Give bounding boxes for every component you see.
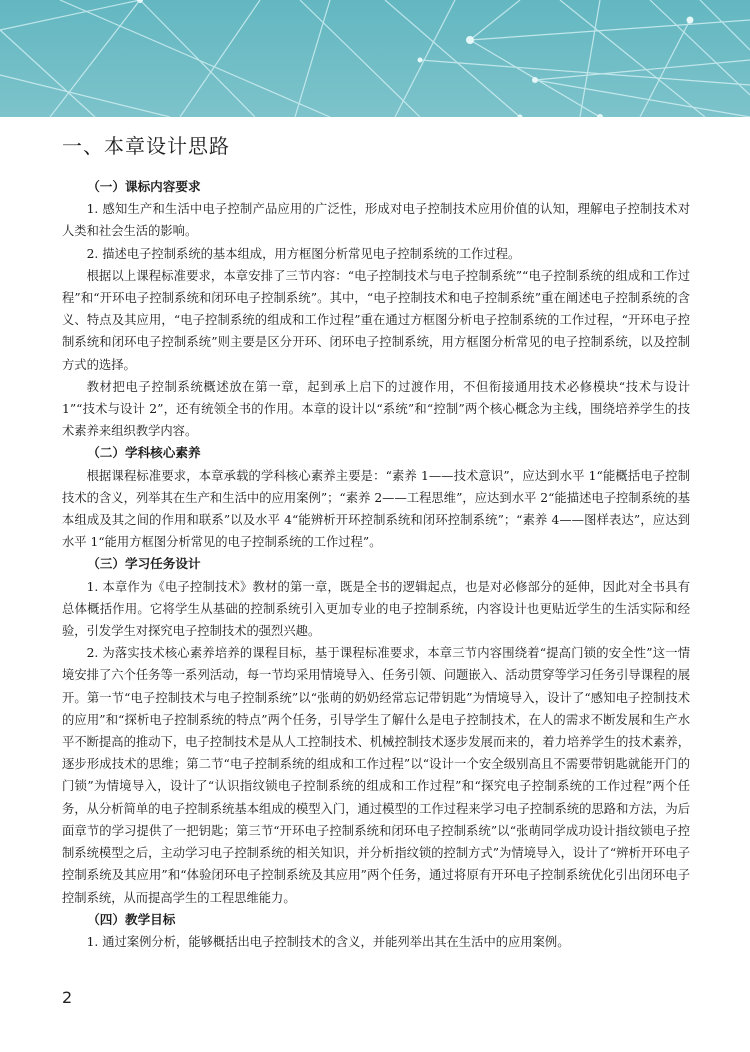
section-heading-teaching-goals: （四）教学目标 bbox=[87, 911, 176, 927]
section-heading-core-literacy: （二）学科核心素养 bbox=[87, 445, 201, 461]
network-pattern-graphic bbox=[0, 0, 750, 117]
section-heading-curriculum: （一）课标内容要求 bbox=[87, 179, 201, 194]
paragraph: 教材把电子控制系统概述放在第一章，起到承上启下的过渡作用，不但衔接通用技术必修模块“技术与设计 1”“技术与设计 2”，还有统领全书的作用。本章的设计以“系统”和“控制”两个核心概念为主线，围绕培养学生的技术素养来组织教学内容。 bbox=[62, 379, 690, 439]
paragraph: 1. 通过案例分析，能够概括出电子控制技术的含义，并能列举出其在生活中的应用案例。 bbox=[86, 934, 570, 949]
paragraph: 2. 为落实技术核心素养培养的课程目标，基于课程标准要求，本章三节内容围绕着“提高门锁的安全性”这一情境安排了六个任务等一系列活动，每一节均采用情境导入、任务引领、问题嵌入、活动贯穿等学习任务引导课程的展开。第一节“电子控制技术与电子控制系统”以“张萌的奶奶经常忘记带钥匙”为情境导入，设计了“感知电子控制技术的应用”和“探析电子控制系统的特点”两个任务，引导学生了解什么是电子控制技术，在人的需求不断发展和生产水平不断提高的推动下，电子控制技术是从人工控制技术、机械控制技术逐步发展而来的，着力培养学生的技术素养，逐步形成技术的思维；第二节“电子控制系统的组成和工作过程”以“设计一个安全级别高且不需要带钥匙就能开门的门锁”为情境导入，设计了“认识指纹锁电子控制系统的组成和工作过程”和“探究电子控制系统的工作过程”两个任务，从分析简单的电子控制系统基本组成的模型入门，通过模型的工作过程来学习电子控制系统的思路和方法，为后面章节的学习提供了一把钥匙；第三节“开环电子控制系统和闭环电子控制系统”以“张萌同学成功设计指纹锁电子控制系统模型之后，主动学习电子控制系统的相关知识，并分析指纹锁的控制方式”为情境导入，设计了“辨析开环电子控制系统及其应用”和“体验闭环电子控制系统及其应用”两个任务，通过将原有开环电子控制系统优化引出闭环电子控制系统，从而提高学生的工程思维能力。 bbox=[62, 646, 690, 905]
header-banner bbox=[0, 0, 750, 117]
chapter-title: 一、本章设计思路 bbox=[62, 134, 230, 158]
document-body bbox=[62, 176, 690, 953]
section-heading-task-design: （三）学习任务设计 bbox=[87, 556, 201, 572]
paragraph: 2. 描述电子控制系统的基本组成，用方框图分析常见电子控制系统的工作过程。 bbox=[86, 246, 521, 261]
paragraph: 1. 本章作为《电子控制技术》教材的第一章，既是全书的逻辑起点，也是对必修部分的延伸，因此对全书具有总体概括作用。它将学生从基础的控制系统引入更加专业的电子控制系统，内容设计也更贴近学生的生活实际和经验，引发学生对探究电子控制技术的强烈兴趣。 bbox=[62, 579, 690, 639]
page-number: 2 bbox=[62, 988, 73, 1007]
paragraph: 根据以上课程标准要求，本章安排了三节内容：“电子控制技术与电子控制系统”“电子控制系统的组成和工作过程”和“开环电子控制系统和闭环电子控制系统”。其中，“电子控制技术和电子控制系统”重在阐述电子控制系统的含义、特点及其应用，“电子控制系统的组成和工作过程”重在通过方框图分析电子控制系统的工作过程，“开环电子控制系统和闭环电子控制系统”则主要是区分开环、闭环电子控制系统，用方框图分析常见的电子控制系统，以及控制方式的选择。 bbox=[62, 268, 690, 372]
paragraph: 根据课程标准要求，本章承载的学科核心素养主要是：“素养 1——技术意识”，应达到水平 1“能概括电子控制技术的含义，列举其在生产和生活中的应用案例”；“素养 2——工程思维”，应达到水平 2“能描述电子控制系统的基本组成及其之间的作用和联系”以及水平 4“能辨析开环控制系统和闭环控制系统”；“素养 4——图样表达”，应达到水平 1“能用方框图分析常见的电子控制系统的工作过程”。 bbox=[62, 468, 690, 550]
paragraph: 1. 感知生产和生活中电子控制产品应用的广泛性，形成对电子控制技术应用价值的认知，理解电子控制技术对人类和社会生活的影响。 bbox=[62, 202, 690, 239]
